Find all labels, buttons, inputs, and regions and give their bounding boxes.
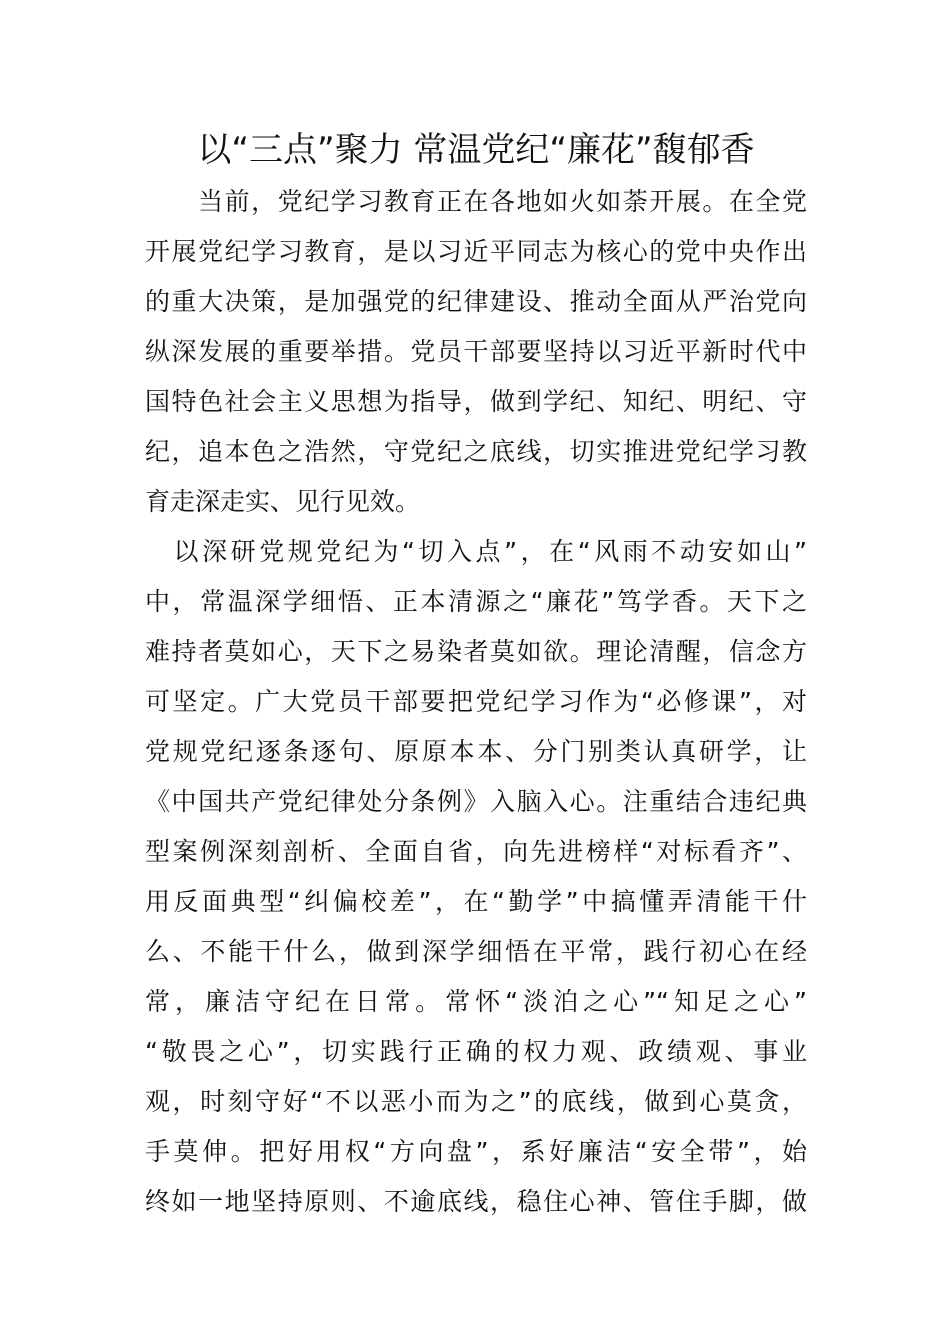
paragraph-line: 的重大决策，是加强党的纪律建设、推动全面从严治党向 [145, 287, 807, 316]
paragraph-line: 开展党纪学习教育，是以习近平同志为核心的党中央作出 [145, 237, 807, 266]
paragraph-line: “敬畏之心”，切实践行正确的权力观、政绩观、事业 [145, 1037, 807, 1066]
paragraph-line: 以深研党规党纪为“切入点”，在“风雨不动安如山” [145, 537, 807, 566]
paragraph-line: 手莫伸。把好用权“方向盘”，系好廉洁“安全带”，始 [145, 1137, 807, 1166]
paragraph-line: 育走深走实、见行见效。 [145, 487, 421, 516]
paragraph-line: 中，常温深学细悟、正本清源之“廉花”笃学香。天下之 [145, 587, 807, 616]
paragraph-line: 党规党纪逐条逐句、原原本本、分门别类认真研学，让 [145, 737, 807, 766]
paragraph-line: 《中国共产党纪律处分条例》入脑入心。注重结合违纪典 [145, 787, 807, 816]
document-title: 以“三点”聚力 常温党纪“廉花”馥郁香 [197, 130, 755, 170]
paragraph-line: 型案例深刻剖析、全面自省，向先进榜样“对标看齐”、 [145, 837, 807, 866]
paragraph-line: 终如一地坚持原则、不逾底线，稳住心神、管住手脚，做 [145, 1187, 807, 1216]
paragraph-line: 可坚定。广大党员干部要把党纪学习作为“必修课”，对 [145, 687, 807, 716]
paragraph-line: 用反面典型“纠偏校差”，在“勤学”中搞懂弄清能干什 [145, 887, 807, 916]
paragraph-line: 当前，党纪学习教育正在各地如火如荼开展。在全党 [145, 187, 807, 216]
paragraph-line: 常，廉洁守纪在日常。常怀“淡泊之心”“知足之心” [145, 987, 807, 1016]
paragraph-line: 么、不能干什么，做到深学细悟在平常，践行初心在经 [145, 937, 807, 966]
paragraph-line: 纪，追本色之浩然，守党纪之底线，切实推进党纪学习教 [145, 437, 807, 466]
paragraph-line: 难持者莫如心，天下之易染者莫如欲。理论清醒，信念方 [145, 637, 807, 666]
paragraph-line: 国特色社会主义思想为指导，做到学纪、知纪、明纪、守 [145, 387, 807, 416]
paragraph-line: 观，时刻守好“不以恶小而为之”的底线，做到心莫贪， [145, 1087, 807, 1116]
paragraph-line: 纵深发展的重要举措。党员干部要坚持以习近平新时代中 [145, 337, 807, 366]
